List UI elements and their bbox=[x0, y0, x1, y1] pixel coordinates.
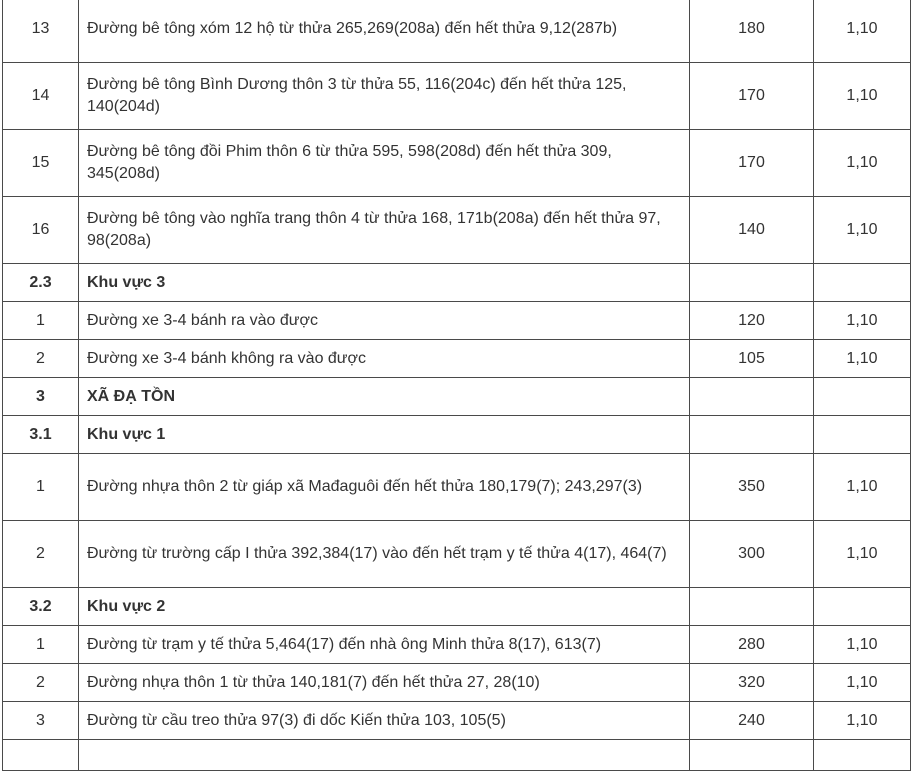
table-row bbox=[3, 521, 911, 588]
road-description-cell: Đường từ cầu treo thửa 97(3) đi dốc Kiến thửa 103, 105(5) bbox=[79, 702, 690, 740]
table-row bbox=[3, 626, 911, 664]
unit-price-cell bbox=[690, 264, 814, 302]
coefficient-cell: 1,10 bbox=[814, 454, 911, 521]
row-number-cell: 1 bbox=[3, 454, 79, 521]
unit-price-cell: 350 bbox=[690, 454, 814, 521]
unit-price-cell: 300 bbox=[690, 521, 814, 588]
row-number-cell: 2 bbox=[3, 340, 79, 378]
unit-price-cell: 170 bbox=[690, 63, 814, 130]
table-row bbox=[3, 664, 911, 702]
land-price-table bbox=[2, 0, 911, 771]
unit-price-cell: 120 bbox=[690, 302, 814, 340]
row-number-cell: 3.1 bbox=[3, 416, 79, 454]
row-number-cell: 3 bbox=[3, 702, 79, 740]
table-row bbox=[3, 63, 911, 130]
road-description-cell: Khu vực 1 bbox=[79, 416, 690, 454]
section-header-row bbox=[3, 264, 911, 302]
unit-price-cell: 105 bbox=[690, 340, 814, 378]
unit-price-cell bbox=[690, 378, 814, 416]
road-description-cell: Đường nhựa thôn 2 từ giáp xã Mađaguôi đến hết thửa 180,179(7); 243,297(3) bbox=[79, 454, 690, 521]
table-row bbox=[3, 130, 911, 197]
table-row bbox=[3, 0, 911, 63]
road-description-cell: Đường xe 3-4 bánh ra vào được bbox=[79, 302, 690, 340]
row-number-cell bbox=[3, 740, 79, 771]
row-number-cell: 13 bbox=[3, 0, 79, 63]
unit-price-cell bbox=[690, 588, 814, 626]
road-description-cell bbox=[79, 740, 690, 771]
row-number-cell: 1 bbox=[3, 626, 79, 664]
road-description-cell: Đường nhựa thôn 1 từ thửa 140,181(7) đến hết thửa 27, 28(10) bbox=[79, 664, 690, 702]
road-description-cell: Đường bê tông xóm 12 hộ từ thửa 265,269(208a) đến hết thửa 9,12(287b) bbox=[79, 0, 690, 63]
row-number-cell: 2 bbox=[3, 664, 79, 702]
coefficient-cell: 1,10 bbox=[814, 626, 911, 664]
coefficient-cell: 1,10 bbox=[814, 340, 911, 378]
road-description-cell: Đường bê tông đồi Phim thôn 6 từ thửa 595, 598(208d) đến hết thửa 309, 345(208d) bbox=[79, 130, 690, 197]
section-header-row bbox=[3, 378, 911, 416]
section-header-row bbox=[3, 416, 911, 454]
unit-price-cell bbox=[690, 416, 814, 454]
unit-price-cell: 280 bbox=[690, 626, 814, 664]
road-description-cell: Khu vực 2 bbox=[79, 588, 690, 626]
unit-price-cell: 140 bbox=[690, 197, 814, 264]
row-number-cell: 16 bbox=[3, 197, 79, 264]
coefficient-cell: 1,10 bbox=[814, 0, 911, 63]
coefficient-cell: 1,10 bbox=[814, 197, 911, 264]
table-row bbox=[3, 197, 911, 264]
row-number-cell: 1 bbox=[3, 302, 79, 340]
coefficient-cell: 1,10 bbox=[814, 130, 911, 197]
coefficient-cell: 1,10 bbox=[814, 664, 911, 702]
coefficient-cell bbox=[814, 264, 911, 302]
road-description-cell: Đường bê tông vào nghĩa trang thôn 4 từ thửa 168, 171b(208a) đến hết thửa 97, 98(208a) bbox=[79, 197, 690, 264]
table-row bbox=[3, 702, 911, 740]
coefficient-cell: 1,10 bbox=[814, 521, 911, 588]
coefficient-cell bbox=[814, 588, 911, 626]
coefficient-cell bbox=[814, 378, 911, 416]
row-number-cell: 3.2 bbox=[3, 588, 79, 626]
coefficient-cell bbox=[814, 740, 911, 771]
unit-price-cell: 180 bbox=[690, 0, 814, 63]
road-description-cell: Đường từ trạm y tế thửa 5,464(17) đến nhà ông Minh thửa 8(17), 613(7) bbox=[79, 626, 690, 664]
coefficient-cell: 1,10 bbox=[814, 63, 911, 130]
coefficient-cell: 1,10 bbox=[814, 302, 911, 340]
row-number-cell: 15 bbox=[3, 130, 79, 197]
row-number-cell: 2 bbox=[3, 521, 79, 588]
road-description-cell: Đường bê tông Bình Dương thôn 3 từ thửa 55, 116(204c) đến hết thửa 125, 140(204d) bbox=[79, 63, 690, 130]
road-description-cell: XÃ ĐẠ TỒN bbox=[79, 378, 690, 416]
table-body bbox=[3, 0, 911, 771]
unit-price-cell bbox=[690, 740, 814, 771]
unit-price-cell: 320 bbox=[690, 664, 814, 702]
coefficient-cell bbox=[814, 416, 911, 454]
table-row bbox=[3, 740, 911, 771]
table-row bbox=[3, 454, 911, 521]
unit-price-cell: 240 bbox=[690, 702, 814, 740]
unit-price-cell: 170 bbox=[690, 130, 814, 197]
road-description-cell: Khu vực 3 bbox=[79, 264, 690, 302]
section-header-row bbox=[3, 588, 911, 626]
row-number-cell: 3 bbox=[3, 378, 79, 416]
row-number-cell: 14 bbox=[3, 63, 79, 130]
coefficient-cell: 1,10 bbox=[814, 702, 911, 740]
road-description-cell: Đường xe 3-4 bánh không ra vào được bbox=[79, 340, 690, 378]
table-row bbox=[3, 340, 911, 378]
row-number-cell: 2.3 bbox=[3, 264, 79, 302]
road-description-cell: Đường từ trường cấp I thửa 392,384(17) vào đến hết trạm y tế thửa 4(17), 464(7) bbox=[79, 521, 690, 588]
table-row bbox=[3, 302, 911, 340]
